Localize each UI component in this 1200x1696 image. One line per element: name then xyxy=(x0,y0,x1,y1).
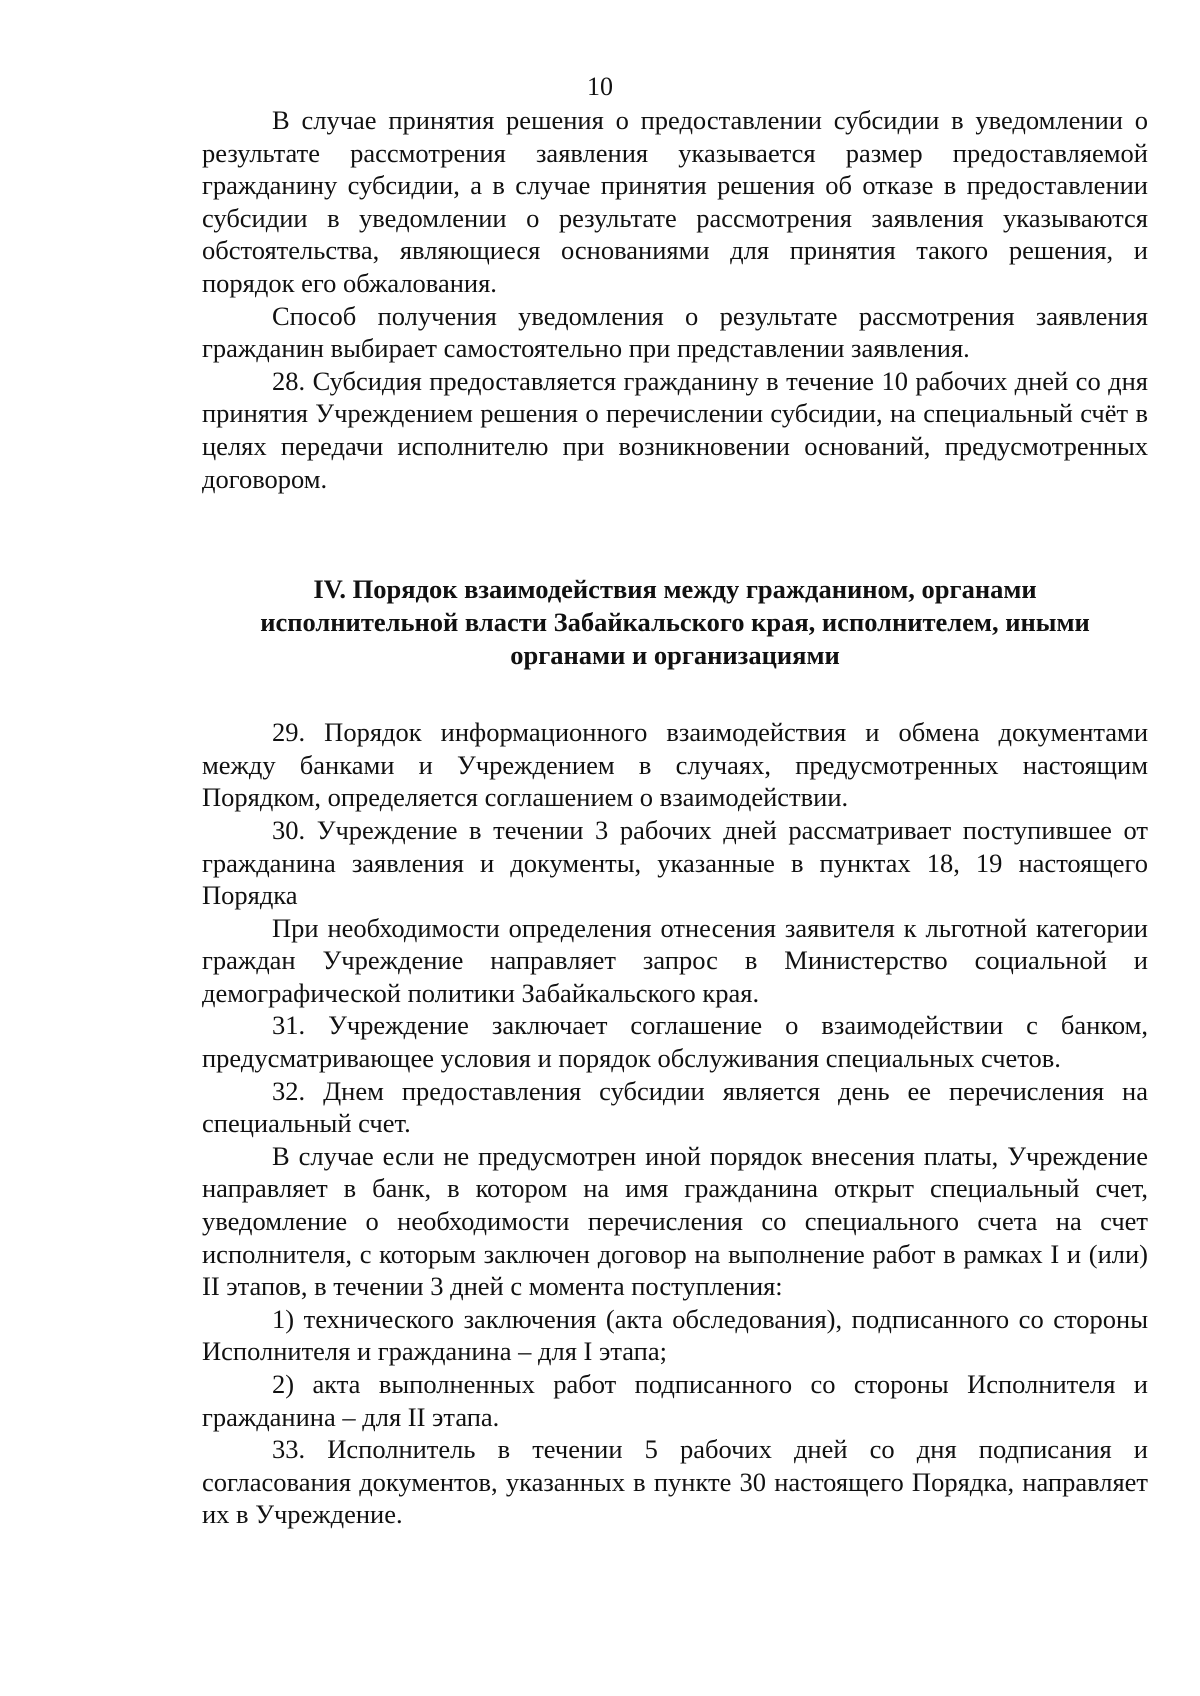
paragraph-28: 28. Субсидия предоставляется гражданину в течение 10 рабочих дней со дня принятия Учреждением решения о перечислении субсидии, на специальный счёт в целях передачи исполнителю при возникновении оснований, предусмотренных договором. xyxy=(202,365,1148,494)
paragraph-30: 30. Учреждение в течении 3 рабочих дней рассматривает поступившее от гражданина заявления и документы, указанные в пунктах 18, 19 настоящего Порядка xyxy=(202,814,1148,911)
section-heading-line-2: исполнительной власти Забайкальского края, исполнителем, иными xyxy=(260,607,1090,638)
paragraph-payment-notice: В случае если не предусмотрен иной порядок внесения платы, Учреждение направляет в банк, в котором на имя гражданина открыт специальный счет, уведомление о необходимости перечисления со специального счета на счет исполнителя, с которым заключен договор на выполнение работ в рамках I и (или) II этапов, в течении 3 дней с момента поступления: xyxy=(202,1140,1148,1302)
section-heading-line-1: IV. Порядок взаимодействия между гражданином, органами xyxy=(313,574,1037,605)
paragraph-32: 32. Днем предоставления субсидии является день ее перечисления на специальный счет. xyxy=(202,1075,1148,1139)
paragraph-31: 31. Учреждение заключает соглашение о взаимодействии с банком, предусматривающее условия и порядок обслуживания специальных счетов. xyxy=(202,1010,1148,1074)
paragraph-29: 29. Порядок информационного взаимодействия и обмена документами между банками и Учреждением в случаях, предусмотренных настоящим Порядком, определяется соглашением о взаимодействии. xyxy=(202,717,1148,813)
list-item-1: 1) технического заключения (акта обследования), подписанного со стороны Исполнителя и гражданина – для I этапа; xyxy=(202,1303,1148,1367)
page-number: 10 xyxy=(587,72,613,101)
paragraph-notice-method: Способ получения уведомления о результате рассмотрения заявления гражданин выбирает самостоятельно при представлении заявления. xyxy=(202,300,1148,364)
section-heading-line-3: органами и организациями xyxy=(510,640,840,671)
paragraph-category-request: При необходимости определения отнесения заявителя к льготной категории граждан Учреждение направляет запрос в Министерство социальной и демографической политики Забайкальского края. xyxy=(202,912,1148,1008)
paragraph-subsidy-decision-notice: В случае принятия решения о предоставлении субсидии в уведомлении о результате рассмотрения заявления указывается размер предоставляемой гражданину субсидии, а в случае принятия решения об отказе в предоставлении субсидии в уведомлении о результате рассмотрения заявления указываются обстоятельства, являющиеся основаниями для принятия такого решения, и порядок его обжалования. xyxy=(202,105,1148,298)
list-item-2: 2) акта выполненных работ подписанного со стороны Исполнителя и гражданина – для II этапа. xyxy=(202,1369,1148,1432)
paragraph-33: 33. Исполнитель в течении 5 рабочих дней со дня подписания и согласования документов, указанных в пункте 30 настоящего Порядка, направляет их в Учреждение. xyxy=(202,1434,1148,1530)
section-heading-iv xyxy=(202,573,1148,672)
document-body xyxy=(202,104,1148,1531)
